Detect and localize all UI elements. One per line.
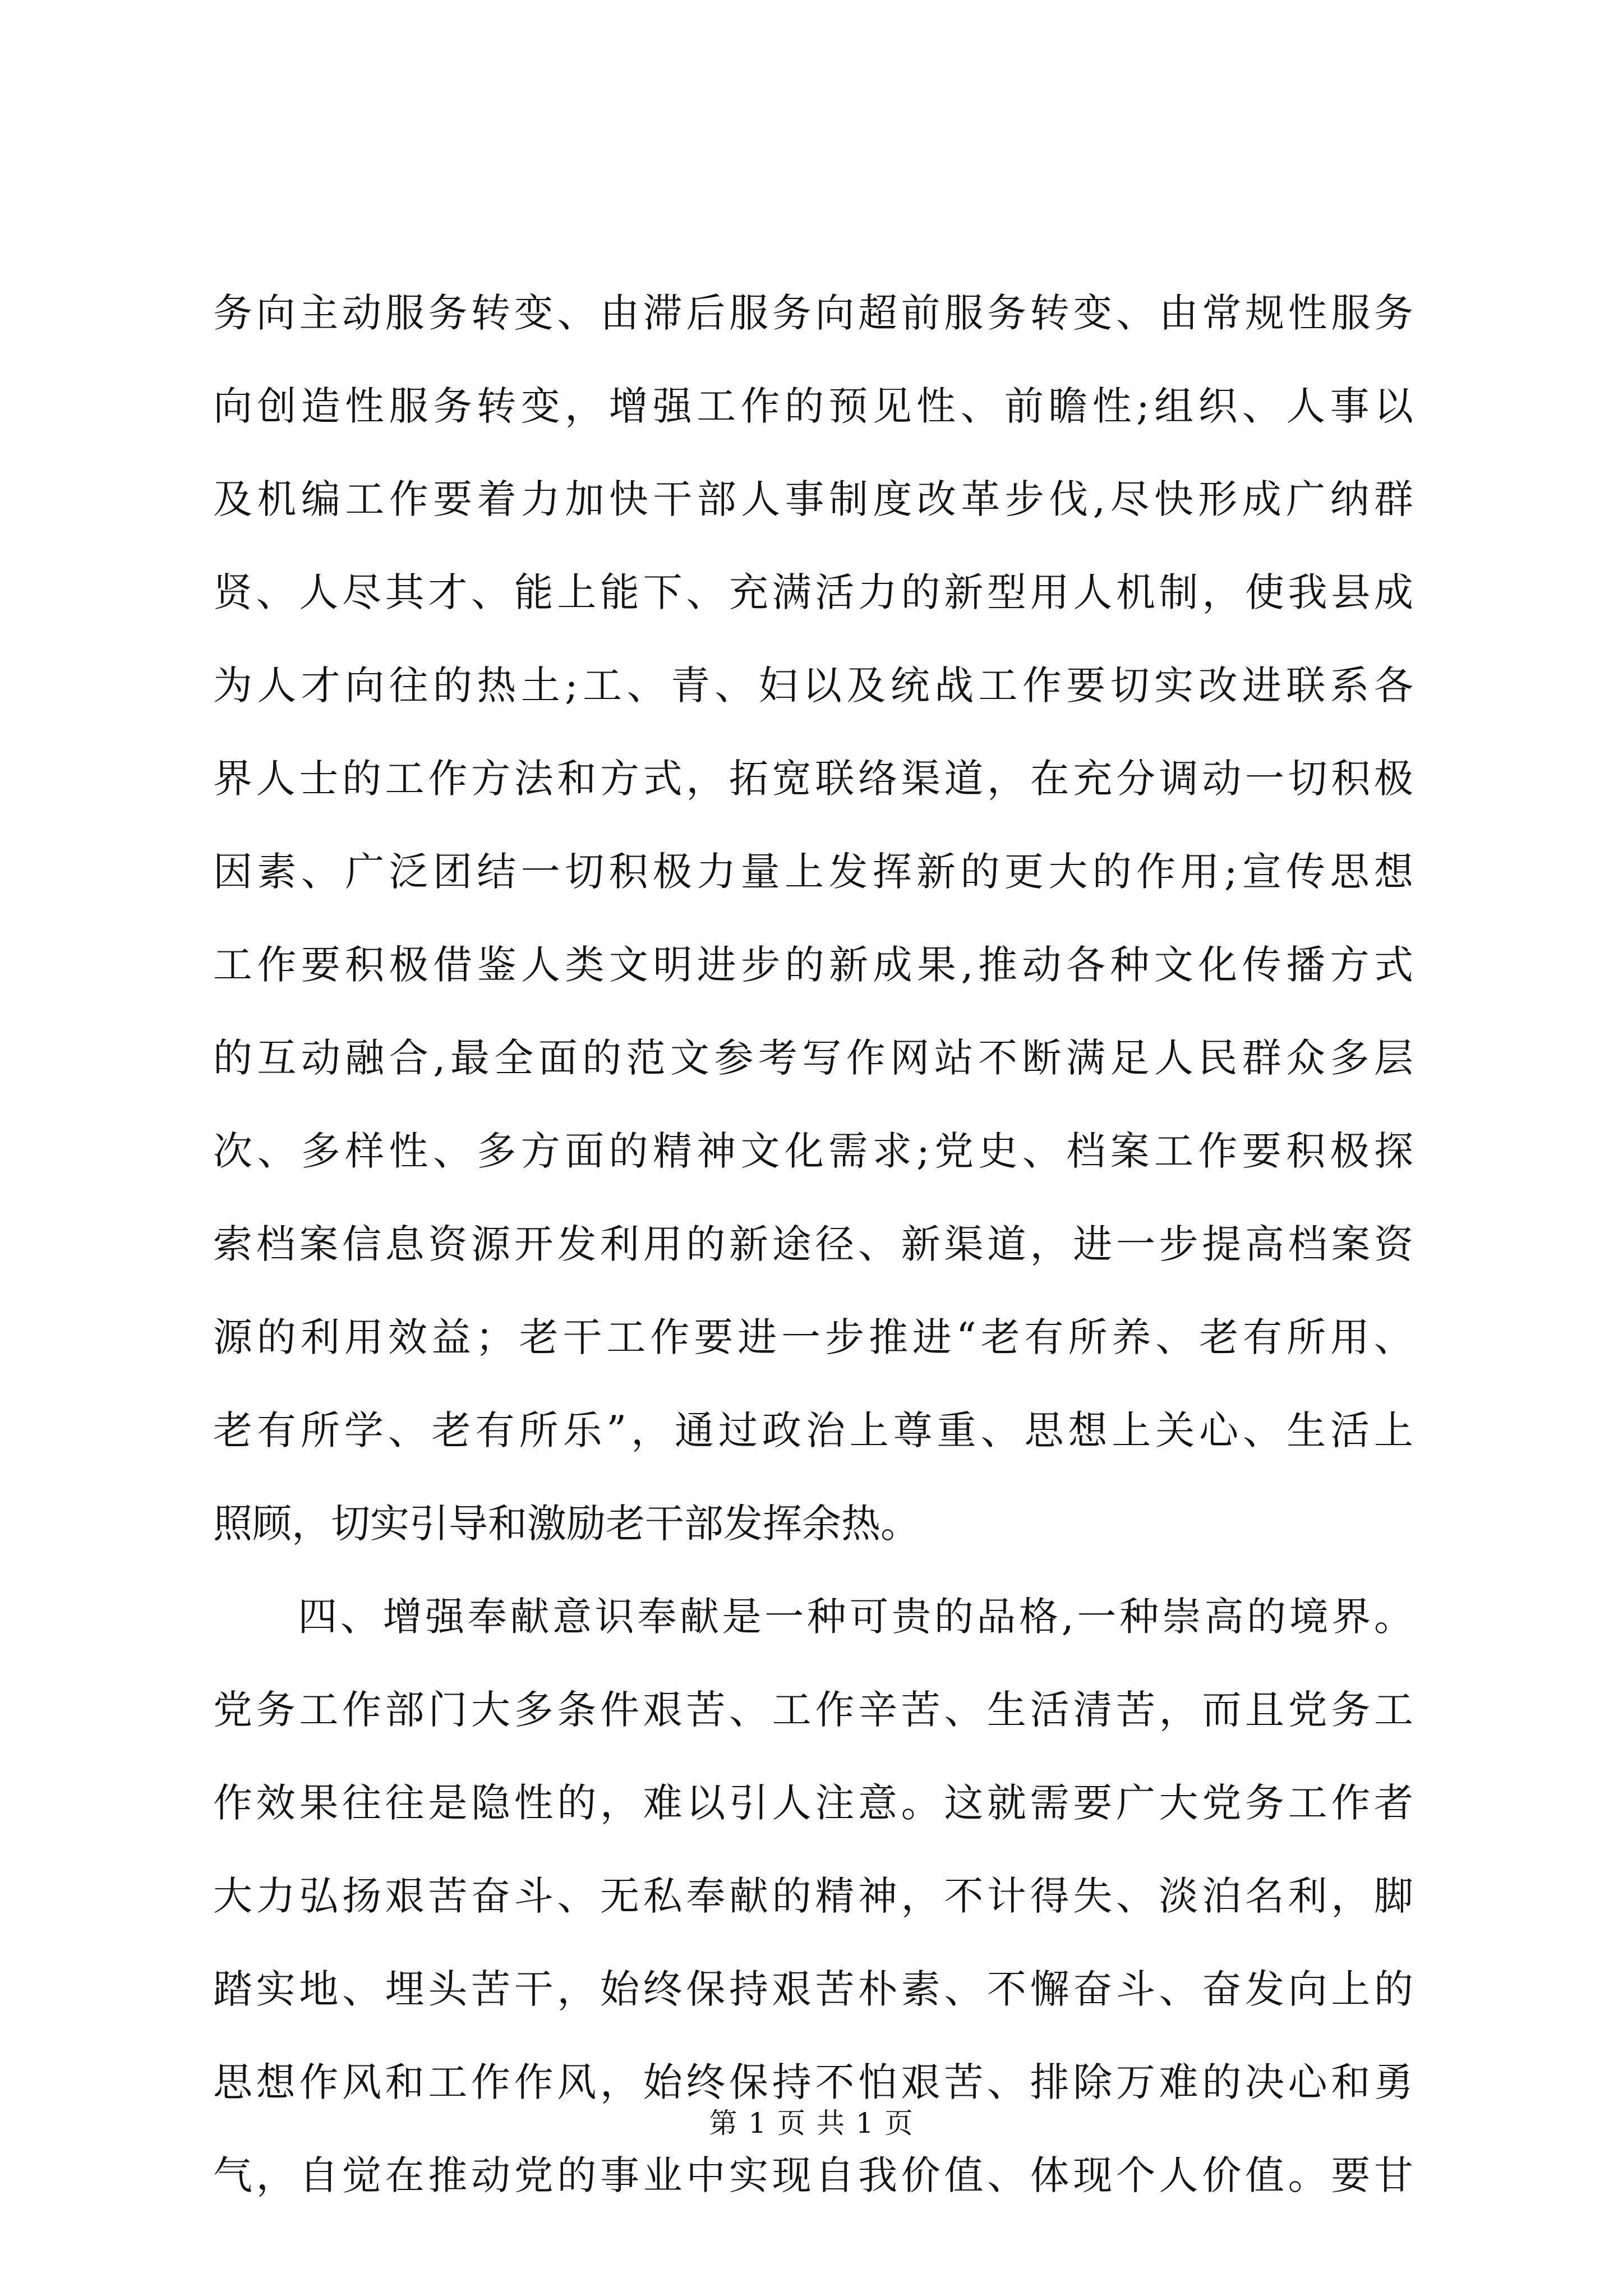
- text-line: 思想作风和工作作风，始终保持不怕艰苦、排除万难的决心和勇: [213, 2059, 1413, 2105]
- text-line: 作效果往往是隐性的，难以引人注意。这就需要广大党务工作者: [213, 1780, 1413, 1826]
- text-line: 索档案信息资源开发利用的新途径、新渠道，进一步提高档案资: [213, 1221, 1413, 1267]
- text-line: 踏实地、埋头苦干，始终保持艰苦朴素、不懈奋斗、奋发向上的: [213, 1966, 1413, 2012]
- text-line: 因素、广泛团结一切积极力量上发挥新的更大的作用;宣传思想: [213, 849, 1413, 895]
- text-line: 界人士的工作方法和方式，拓宽联络渠道，在充分调动一切积极: [213, 756, 1413, 802]
- text-line: 向创造性服务转变，增强工作的预见性、前瞻性;组织、人事以: [213, 383, 1413, 429]
- text-line: 贤、人尽其才、能上能下、充满活力的新型用人机制，使我县成: [213, 569, 1413, 615]
- page-number: 第 1 页 共 1 页: [709, 2107, 914, 2139]
- text-line: 的互动融合,最全面的范文参考写作网站不断满足人民群众多层: [213, 1035, 1413, 1081]
- paragraph-end-line: 照顾，切实引导和激励老干部发挥余热。: [213, 1501, 920, 1547]
- text-line: 工作要积极借鉴人类文明进步的新成果,推动各种文化传播方式: [213, 942, 1413, 988]
- text-line: 源的利用效益；老干工作要进一步推进“老有所养、老有所用、: [213, 1314, 1413, 1360]
- document-body: [213, 266, 1413, 2222]
- text-line: 及机编工作要着力加快干部人事制度改革步伐,尽快形成广纳群: [213, 476, 1413, 522]
- text-line: 次、多样性、多方面的精神文化需求;党史、档案工作要积极探: [213, 1128, 1413, 1174]
- text-line: 党务工作部门大多条件艰苦、工作辛苦、生活清苦，而且党务工: [213, 1687, 1413, 1733]
- paragraph-start-line: 四、增强奉献意识奉献是一种可贵的品格,一种崇高的境界。: [213, 1594, 1413, 1640]
- text-line: 气，自觉在推动党的事业中实现自我价值、体现个人价值。要甘: [213, 2152, 1413, 2198]
- text-line: 务向主动服务转变、由滞后服务向超前服务转变、由常规性服务: [213, 290, 1413, 336]
- page-footer: [0, 2106, 1623, 2140]
- text-line: 老有所学、老有所乐”，通过政治上尊重、思想上关心、生活上: [213, 1407, 1413, 1453]
- text-line: 为人才向往的热土;工、青、妇以及统战工作要切实改进联系各: [213, 662, 1413, 708]
- text-line: 大力弘扬艰苦奋斗、无私奉献的精神，不计得失、淡泊名利，脚: [213, 1873, 1413, 1919]
